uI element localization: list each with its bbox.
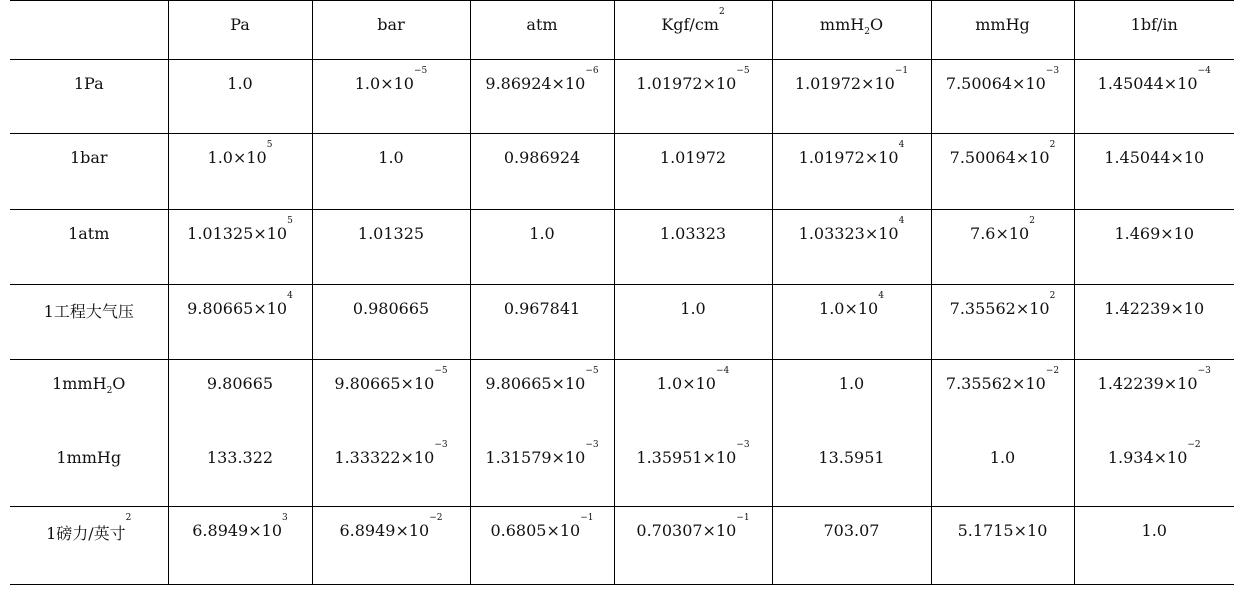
value-mantissa: 1.01972×10 [636,74,737,93]
value-exponent: −3 [1197,366,1211,376]
value-cell [614,360,772,435]
value-cell [312,434,470,507]
row-label-post: O [112,374,126,393]
value-mantissa: 0.70307×10 [636,521,737,540]
value-cell [312,60,470,134]
value-mantissa: 7.50064×10 [949,148,1050,167]
value-cell [772,360,931,435]
value-cell [470,434,614,507]
value-cell [772,285,931,360]
value-cell [614,434,772,507]
value-exponent: −3 [736,440,750,450]
value-cell [931,210,1074,285]
value-cell [931,285,1074,360]
table-row [10,434,1234,507]
row-label: 1mmHg [56,448,122,467]
row-label-pre: 1mmH [52,374,107,393]
value-exponent: −5 [736,66,750,76]
value-cell [614,507,772,585]
value-mantissa: 1.0 [529,224,555,243]
value-exponent: 4 [898,140,905,150]
row-label: 1工程大气压 [43,302,134,321]
value-mantissa: 1.934×10 [1107,448,1188,467]
value-cell [772,507,931,585]
value-exponent: −1 [894,66,909,76]
value-mantissa: 1.03323 [659,224,727,243]
value-cell [168,285,312,360]
value-exponent: −3 [1045,66,1060,76]
header-row [10,1,1234,60]
value-cell [312,285,470,360]
table-row [10,507,1234,585]
value-exponent: 2 [1049,140,1056,150]
value-cell [312,210,470,285]
value-cell [470,134,614,210]
value-mantissa: 1.01972×10 [794,74,895,93]
value-mantissa: 1.33322×10 [334,448,435,467]
pressure-conversion-table [10,0,1234,585]
pressure-conversion-table-container [10,0,1234,585]
header-kgf-cm2 [614,1,772,60]
value-mantissa: 7.35562×10 [949,299,1050,318]
value-mantissa: 7.6×10 [970,224,1030,243]
value-cell [772,134,931,210]
value-exponent: 3 [282,513,288,523]
value-mantissa: 1.01325 [357,224,425,243]
header-mmh2o-pre: mmH [819,15,865,34]
table-row [10,210,1234,285]
header-mmh2o [772,1,931,60]
value-mantissa: 1.01972 [659,148,727,167]
value-mantissa: 1.0 [1141,521,1167,540]
value-cell [931,134,1074,210]
value-cell [772,434,931,507]
value-mantissa: 1.0 [378,148,404,167]
value-exponent: −5 [413,66,428,76]
value-cell [772,60,931,134]
value-exponent: −1 [736,513,750,523]
value-exponent: −2 [1187,440,1201,450]
value-exponent: −3 [434,440,448,450]
value-exponent: −2 [429,513,443,523]
value-cell [470,507,614,585]
value-exponent: −4 [1197,66,1211,76]
value-mantissa: 1.469×10 [1114,224,1195,243]
value-mantissa: 7.35562×10 [945,374,1046,393]
value-exponent: −2 [1045,366,1060,376]
value-cell [168,210,312,285]
value-cell [614,60,772,134]
value-cell [1074,507,1234,585]
value-cell [931,434,1074,507]
value-cell [1074,60,1234,134]
header-kgf-base: Kgf/cm [661,15,719,34]
value-exponent: 5 [287,216,293,226]
value-cell [312,134,470,210]
value-mantissa: 1.0×10 [819,299,879,318]
value-mantissa: 1.31579×10 [485,448,586,467]
header-blank-cell [10,1,168,60]
value-cell [470,210,614,285]
value-exponent: −1 [580,513,594,523]
value-cell [1074,134,1234,210]
value-mantissa: 1.45044×10 [1097,74,1198,93]
header-mmh2o-post: O [869,15,884,34]
table-row [10,360,1234,435]
table-row [10,134,1234,210]
value-cell [1074,434,1234,507]
row-label [10,360,168,435]
value-mantissa: 5.1715×10 [957,521,1048,540]
row-label [10,507,168,585]
value-mantissa: 1.42239×10 [1104,299,1205,318]
value-cell [1074,285,1234,360]
value-exponent: 4 [287,291,293,301]
header-kgf-exponent: 2 [718,7,725,17]
header-bar: bar [312,1,470,60]
value-mantissa: 1.0 [227,74,253,93]
row-label-sub: 2 [106,386,113,397]
value-exponent: 2 [1029,216,1035,226]
value-mantissa: 1.35951×10 [636,448,737,467]
value-mantissa: 9.80665 [206,374,274,393]
value-mantissa: 7.50064×10 [945,74,1046,93]
value-mantissa: 0.967841 [503,299,581,318]
value-mantissa: 1.45044×10 [1104,148,1205,167]
value-mantissa: 6.8949×10 [192,521,282,540]
value-mantissa: 1.03323×10 [798,224,899,243]
value-cell [1074,360,1234,435]
value-exponent: 4 [878,291,884,301]
value-mantissa: 1.0×10 [656,374,716,393]
row-label-base: 1磅力/英寸 [46,524,126,543]
value-cell [614,285,772,360]
header-atm: atm [470,1,614,60]
value-mantissa: 1.0×10 [354,74,414,93]
value-cell [614,210,772,285]
value-mantissa: 0.986924 [503,148,581,167]
value-cell [168,434,312,507]
header-pa: Pa [168,1,312,60]
value-exponent: −5 [585,366,599,376]
value-cell [470,360,614,435]
table-row [10,285,1234,360]
value-mantissa: 133.322 [206,448,274,467]
value-exponent: 4 [898,216,905,226]
value-exponent: 2 [1049,291,1056,301]
value-cell [931,60,1074,134]
value-mantissa: 6.8949×10 [339,521,430,540]
value-cell [168,507,312,585]
row-label-exponent: 2 [125,513,132,523]
value-mantissa: 1.0×10 [207,148,267,167]
value-cell [312,507,470,585]
value-mantissa: 1.0 [838,374,865,393]
header-lbf-in: 1bf/in [1074,1,1234,60]
header-mmhg: mmHg [931,1,1074,60]
value-mantissa: 9.80665×10 [334,374,435,393]
value-cell [614,134,772,210]
value-cell [168,60,312,134]
value-cell [931,360,1074,435]
value-mantissa: 1.01325×10 [187,224,288,243]
value-mantissa: 9.80665×10 [485,374,586,393]
value-mantissa: 703.07 [823,521,880,540]
value-cell [1074,210,1234,285]
table-row [10,60,1234,134]
value-mantissa: 13.5951 [818,448,885,467]
value-cell [931,507,1074,585]
value-exponent: 5 [266,140,273,150]
value-cell [312,360,470,435]
value-cell [470,285,614,360]
value-exponent: −3 [585,440,599,450]
value-mantissa: 1.42239×10 [1097,374,1198,393]
value-mantissa: 1.0 [680,299,706,318]
value-mantissa: 1.0 [989,448,1016,467]
value-mantissa: 0.980665 [352,299,430,318]
value-mantissa: 9.86924×10 [485,74,586,93]
value-exponent: −4 [715,366,730,376]
row-label: 1atm [68,224,110,243]
header-mmh2o-sub: 2 [864,27,870,38]
value-mantissa: 0.6805×10 [490,521,581,540]
row-label: 1Pa [73,74,104,93]
value-exponent: −6 [585,66,599,76]
value-exponent: −5 [434,366,448,376]
value-mantissa: 9.80665×10 [187,299,288,318]
value-cell [470,60,614,134]
value-cell [168,360,312,435]
value-mantissa: 1.01972×10 [798,148,899,167]
row-label: 1bar [69,148,108,167]
value-cell [772,210,931,285]
value-cell [168,134,312,210]
